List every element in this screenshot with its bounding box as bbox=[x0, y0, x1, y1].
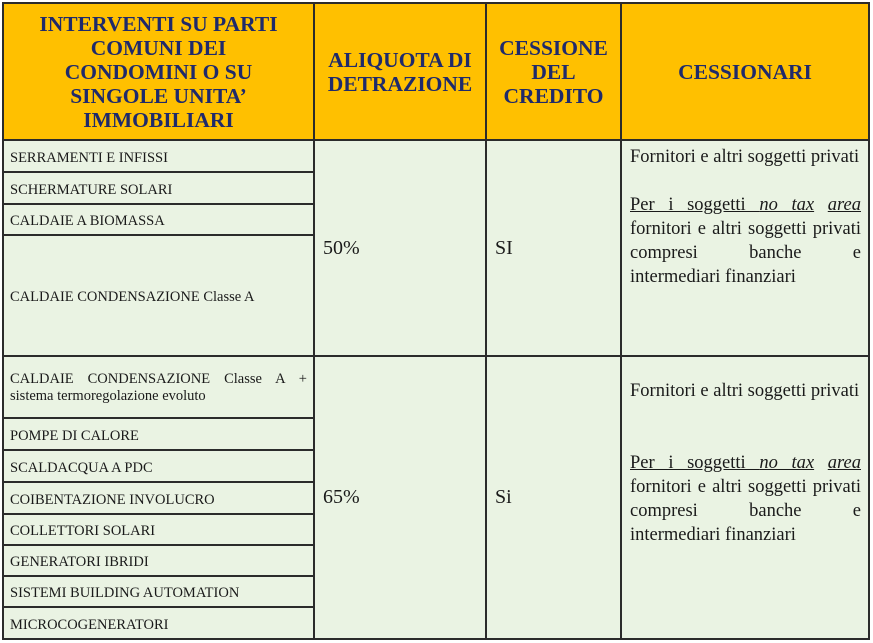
header-line: SINGOLE UNITA’ bbox=[70, 83, 247, 108]
header-line: COMUNI DEI bbox=[90, 35, 227, 60]
header-line: CESSIONARI bbox=[678, 59, 812, 84]
intervention-item: POMPE DI CALORE bbox=[4, 419, 315, 451]
intervention-item: CALDAIE A BIOMASSA bbox=[4, 205, 315, 236]
cessione-credito-value: Si bbox=[487, 357, 622, 638]
header-line: CESSIONE bbox=[499, 35, 608, 60]
header-line: CONDOMINI O SU bbox=[64, 59, 253, 84]
cessionari-cell bbox=[622, 357, 868, 638]
incentives-table bbox=[2, 2, 870, 640]
header-cessione bbox=[487, 4, 622, 141]
header-line: CREDITO bbox=[503, 83, 604, 108]
intervention-item: MICROCOGENERATORI bbox=[4, 608, 315, 638]
cessionari-text: Fornitori e altri soggetti privati bbox=[630, 381, 860, 401]
header-line: INTERVENTI SU PARTI bbox=[39, 11, 278, 36]
cessione-credito-value: SI bbox=[487, 141, 622, 357]
header-interventi bbox=[4, 4, 315, 141]
cessionari-no-tax-area: Per i soggetti no tax area fornitori e altri soggetti privati compresi banche e intermediari finanziari bbox=[630, 453, 861, 545]
rate-65: 65% bbox=[315, 357, 487, 638]
header-line: ALIQUOTA DI bbox=[328, 47, 472, 72]
cessionari-no-tax-area: Per i soggetti no tax area fornitori e altri soggetti privati compresi banche e intermediari finanziari bbox=[630, 195, 861, 287]
intervention-item: SCALDACQUA A PDC bbox=[4, 451, 315, 483]
intervention-item: SCHERMATURE SOLARI bbox=[4, 173, 315, 205]
header-line: DEL bbox=[531, 59, 576, 84]
intervention-item: GENERATORI IBRIDI bbox=[4, 546, 315, 577]
header-line: IMMOBILIARI bbox=[83, 107, 234, 132]
intervention-item: COIBENTAZIONE INVOLUCRO bbox=[4, 483, 315, 515]
header-cessionari bbox=[622, 4, 868, 141]
header-line: DETRAZIONE bbox=[327, 71, 473, 96]
header-aliquota bbox=[315, 4, 487, 141]
intervention-item: SISTEMI BUILDING AUTOMATION bbox=[4, 577, 315, 608]
cessionari-cell bbox=[622, 141, 868, 357]
rate-50: 50% bbox=[315, 141, 487, 357]
cessionari-text: Fornitori e altri soggetti privati bbox=[630, 147, 860, 167]
intervention-item: COLLETTORI SOLARI bbox=[4, 515, 315, 546]
intervention-item: SERRAMENTI E INFISSI bbox=[4, 141, 315, 173]
intervention-item: CALDAIE CONDENSAZIONE Classe A + sistema termoregolazione evoluto bbox=[4, 357, 315, 419]
intervention-item: CALDAIE CONDENSAZIONE Classe A bbox=[4, 236, 315, 357]
